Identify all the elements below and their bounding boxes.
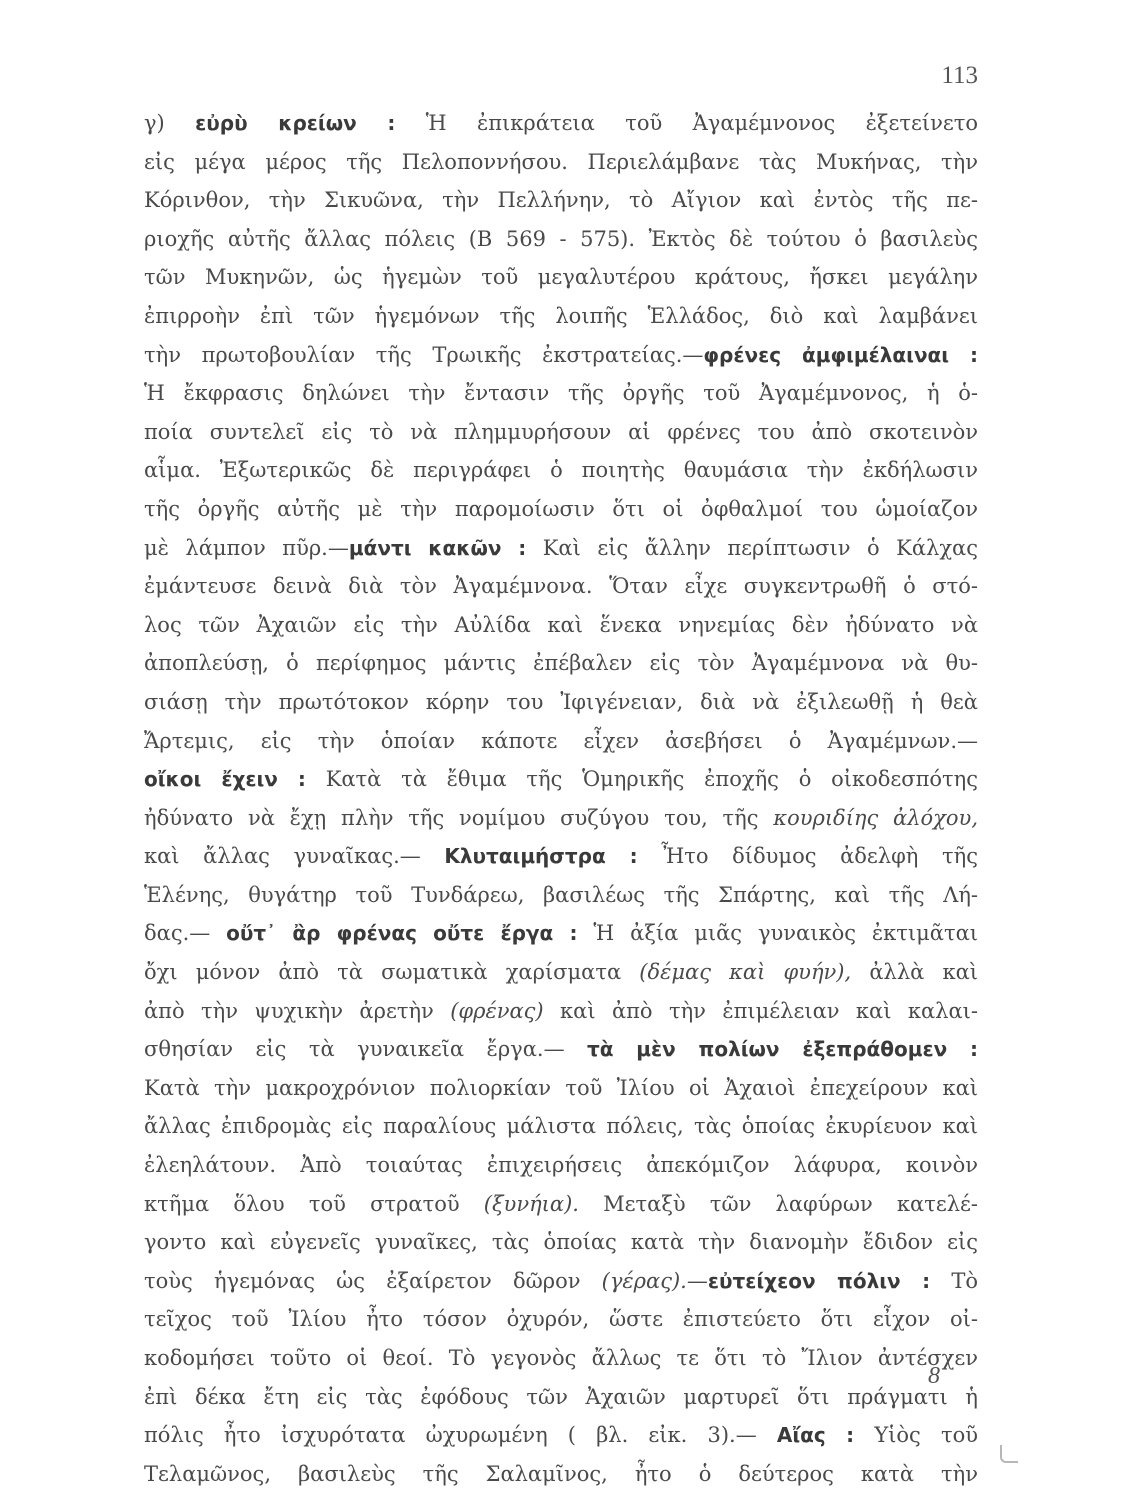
text-line	[144, 451, 978, 490]
text-segment: τεῖχος τοῦ Ἰλίου ἦτο τόσον ὀχυρόν, ὥστε ἐπιστεύετο ὅτι εἶχον οἰ-	[144, 1307, 978, 1332]
commentary-text	[144, 104, 978, 1493]
text-line	[144, 1416, 978, 1455]
text-segment: Ἡ ἀξία μιᾶς γυναικὸς ἐκτιμᾶται	[577, 921, 978, 946]
text-segment: Ἡ ἐπικράτεια τοῦ Ἀγαμέμνονος ἐξετείνετο	[395, 111, 978, 135]
text-segment: ριοχῆς αὐτῆς ἄλλας πόλεις (B 569 - 575). Ἐκτὸς δὲ τούτου ὁ βασιλεὺς	[144, 226, 978, 251]
lemma-heading: Αἴας :	[776, 1423, 855, 1448]
text-line	[144, 1223, 978, 1262]
text-segment: Τελαμῶνος, βασιλεὺς τῆς Σαλαμῖνος, ἦτο ὁ δεύτερος κατὰ τὴν	[144, 1461, 978, 1486]
text-segment: ἀλλὰ καὶ	[851, 960, 978, 985]
text-line	[144, 336, 978, 375]
text-segment: ἠδύνατο νὰ ἔχῃ πλὴν τῆς νομίμου συζύγου του, τῆς	[144, 805, 774, 830]
text-line	[144, 413, 978, 452]
lemma-heading: οὔτ᾽ ἂρ φρένας οὔτε ἔργα :	[226, 921, 578, 946]
text-line	[144, 1339, 978, 1378]
text-segment: Κατὰ τὴν μακροχρόνιον πολιορκίαν τοῦ Ἰλίου οἱ Ἀχαιοὶ ἐπεχείρουν καὶ	[144, 1075, 978, 1100]
text-line	[144, 104, 978, 143]
lemma-heading: φρένες ἀμφιμέλαιναι :	[703, 342, 978, 367]
text-segment: Ἡ ἔκφρασις δηλώνει τὴν ἔντασιν τῆς ὀργῆς τοῦ Ἀγαμέμνονος, ἡ ὁ-	[144, 381, 978, 406]
text-segment: Υἱὸς τοῦ	[854, 1423, 978, 1448]
text-segment: τῶν Μυκηνῶν, ὡς ἡγεμὼν τοῦ μεγαλυτέρου κράτους, ἤσκει μεγάλην	[144, 265, 978, 290]
scan-artifact-mark	[1000, 1445, 1018, 1463]
text-segment: λος τῶν Ἀχαιῶν εἰς τὴν Αὐλίδα καὶ ἕνεκα νηνεμίας δὲν ἠδύνατο νὰ	[144, 612, 978, 637]
text-line	[144, 297, 978, 336]
text-segment: κτῆμα ὅλου τοῦ στρατοῦ	[144, 1191, 484, 1216]
text-segment: ἐλεηλάτουν. Ἀπὸ τοιαύτας ἐπιχειρήσεις ἀπεκόμιζον λάφυρα, κοινὸν	[144, 1153, 978, 1178]
text-line	[144, 143, 978, 182]
text-line	[144, 374, 978, 413]
text-line	[144, 490, 978, 529]
text-line	[144, 914, 978, 953]
text-segment: Τὸ	[930, 1268, 978, 1293]
text-line	[144, 1146, 978, 1185]
text-segment: Μεταξὺ τῶν λαφύρων κατελέ-	[578, 1191, 978, 1216]
text-line	[144, 683, 978, 722]
text-line	[144, 837, 978, 876]
text-segment: ἀποπλεύσῃ, ὁ περίφημος μάντις ἐπέβαλεν εἰς τὸν Ἀγαμέμνονα νὰ θυ-	[144, 651, 978, 676]
text-segment: Ἦτο δίδυμος ἀδελφὴ τῆς	[637, 844, 978, 869]
text-line	[144, 606, 978, 645]
text-line	[144, 799, 978, 838]
text-segment: ποία συντελεῖ εἰς τὸ νὰ πλημμυρήσουν αἱ φρένες του ἀπὸ σκοτεινὸν	[144, 419, 978, 444]
text-segment: τὴν πρωτοβουλίαν τῆς Τρωικῆς ἐκστρατείας.—	[144, 342, 704, 367]
text-segment: Κατὰ τὰ ἔθιμα τῆς Ὁμηρικῆς ἐποχῆς ὁ οἰκοδεσπότης	[305, 767, 978, 792]
text-line	[144, 529, 978, 568]
text-line	[144, 258, 978, 297]
text-segment: τῆς ὀργῆς αὐτῆς μὲ τὴν παρομοίωσιν ὅτι οἱ ὀφθαλμοί του ὡμοίαζον	[144, 496, 978, 521]
text-line	[144, 1185, 978, 1224]
text-segment: ἀπὸ τὴν ψυχικὴν ἀρετὴν	[144, 998, 451, 1023]
italic-quote: (φρένας)	[450, 998, 544, 1023]
text-segment: —	[686, 1268, 708, 1293]
text-segment: ἐπὶ δέκα ἔτη εἰς τὰς ἐφόδους τῶν Ἀχαιῶν μαρτυρεῖ ὅτι πράγματι ἡ	[144, 1384, 978, 1409]
text-segment: πόλις ἦτο ἰσχυρότατα ὠχυρωμένη ( βλ. εἰκ. 3).—	[144, 1423, 777, 1448]
text-segment: ὄχι μόνον ἀπὸ τὰ σωματικὰ χαρίσματα	[144, 960, 640, 985]
text-line	[144, 876, 978, 915]
text-segment: ἐμάντευσε δεινὰ διὰ τὸν Ἀγαμέμνονα. Ὅταν εἶχε συγκεντρωθῆ ὁ στό-	[144, 574, 978, 599]
lemma-heading: εὐτείχεον πόλιν :	[707, 1268, 931, 1293]
lemma-heading: μάντι κακῶν :	[348, 535, 527, 560]
page-number: 113	[941, 62, 978, 89]
text-line	[144, 953, 978, 992]
text-segment: καὶ ἄλλας γυναῖκας.—	[144, 844, 445, 869]
text-line	[144, 567, 978, 606]
text-segment: γοντο καὶ εὐγενεῖς γυναῖκες, τὰς ὁποίας κατὰ τὴν διανομὴν ἔδιδον εἰς	[144, 1230, 978, 1255]
text-line	[144, 1455, 978, 1494]
text-line	[144, 220, 978, 259]
text-line	[144, 181, 978, 220]
text-segment: Ἑλένης, θυγάτηρ τοῦ Τυνδάρεω, βασιλέως τῆς Σπάρτης, καὶ τῆς Λή-	[144, 882, 978, 907]
italic-quote: (ξυνήια).	[483, 1191, 579, 1216]
text-line	[144, 760, 978, 799]
text-line	[144, 1300, 978, 1339]
text-segment: κοδομήσει τοῦτο οἱ θεοί. Τὸ γεγονὸς ἄλλως τε ὅτι τὸ Ἴλιον ἀντέσχεν	[144, 1346, 978, 1370]
lemma-heading: τὰ μὲν πολίων ἐξεπράθομεν :	[587, 1037, 978, 1062]
text-segment: σιάσῃ τὴν πρωτότοκον κόρην του Ἰφιγένειαν, διὰ νὰ ἐξιλεωθῇ ἡ θεὰ	[144, 689, 978, 714]
lemma-heading: εὐρὺ κρείων :	[195, 111, 396, 135]
folio-signature: 8	[928, 1363, 940, 1389]
text-segment: Καὶ εἰς ἄλλην περίπτωσιν ὁ Κάλχας	[526, 535, 978, 560]
text-line	[144, 722, 978, 761]
text-segment: Κόρινθον, τὴν Σικυῶνα, τὴν Πελλήνην, τὸ Αἴγιον καὶ ἐντὸς τῆς πε-	[144, 188, 978, 213]
text-segment: τοὺς ἡγεμόνας ὡς ἐξαίρετον δῶρον	[144, 1268, 602, 1293]
text-segment: μὲ λάμπον πῦρ.—	[144, 535, 349, 560]
text-segment: ἄλλας ἐπιδρομὰς εἰς παραλίους μάλιστα πόλεις, τὰς ὁποίας ἐκυρίευον καὶ	[144, 1114, 978, 1139]
text-segment: γ)	[144, 111, 196, 135]
text-line	[144, 1030, 978, 1069]
text-line	[144, 1262, 978, 1301]
text-line	[144, 644, 978, 683]
lemma-heading: Κλυταιμήστρα :	[444, 844, 638, 869]
text-segment: δας.—	[144, 921, 227, 946]
text-line	[144, 1378, 978, 1417]
text-segment: ἐπιρροὴν ἐπὶ τῶν ἡγεμόνων τῆς λοιπῆς Ἑλλάδος, διὸ καὶ λαμβάνει	[144, 303, 978, 328]
text-segment: Ἄρτεμις, εἰς τὴν ὁποίαν κάποτε εἶχεν ἀσεβήσει ὁ Ἀγαμέμνων.—	[144, 728, 978, 753]
text-segment: σθησίαν εἰς τὰ γυναικεῖα ἔργα.—	[144, 1037, 588, 1062]
italic-quote: κουριδίης ἀλόχου,	[773, 805, 978, 830]
lemma-heading: οἴκοι ἔχειν :	[144, 767, 306, 792]
text-line	[144, 1107, 978, 1146]
text-line	[144, 1069, 978, 1108]
text-segment: αἷμα. Ἐξωτερικῶς δὲ περιγράφει ὁ ποιητὴς θαυμάσια τὴν ἐκδήλωσιν	[144, 458, 978, 483]
text-segment: καὶ ἀπὸ τὴν ἐπιμέλειαν καὶ καλαι-	[543, 998, 978, 1023]
text-line	[144, 992, 978, 1031]
text-segment: εἰς μέγα μέρος τῆς Πελοποννήσου. Περιελάμβανε τὰς Μυκήνας, τὴν	[144, 149, 978, 174]
italic-quote: (δέμας καὶ φυήν),	[639, 960, 852, 985]
italic-quote: (γέρας).	[601, 1268, 687, 1293]
